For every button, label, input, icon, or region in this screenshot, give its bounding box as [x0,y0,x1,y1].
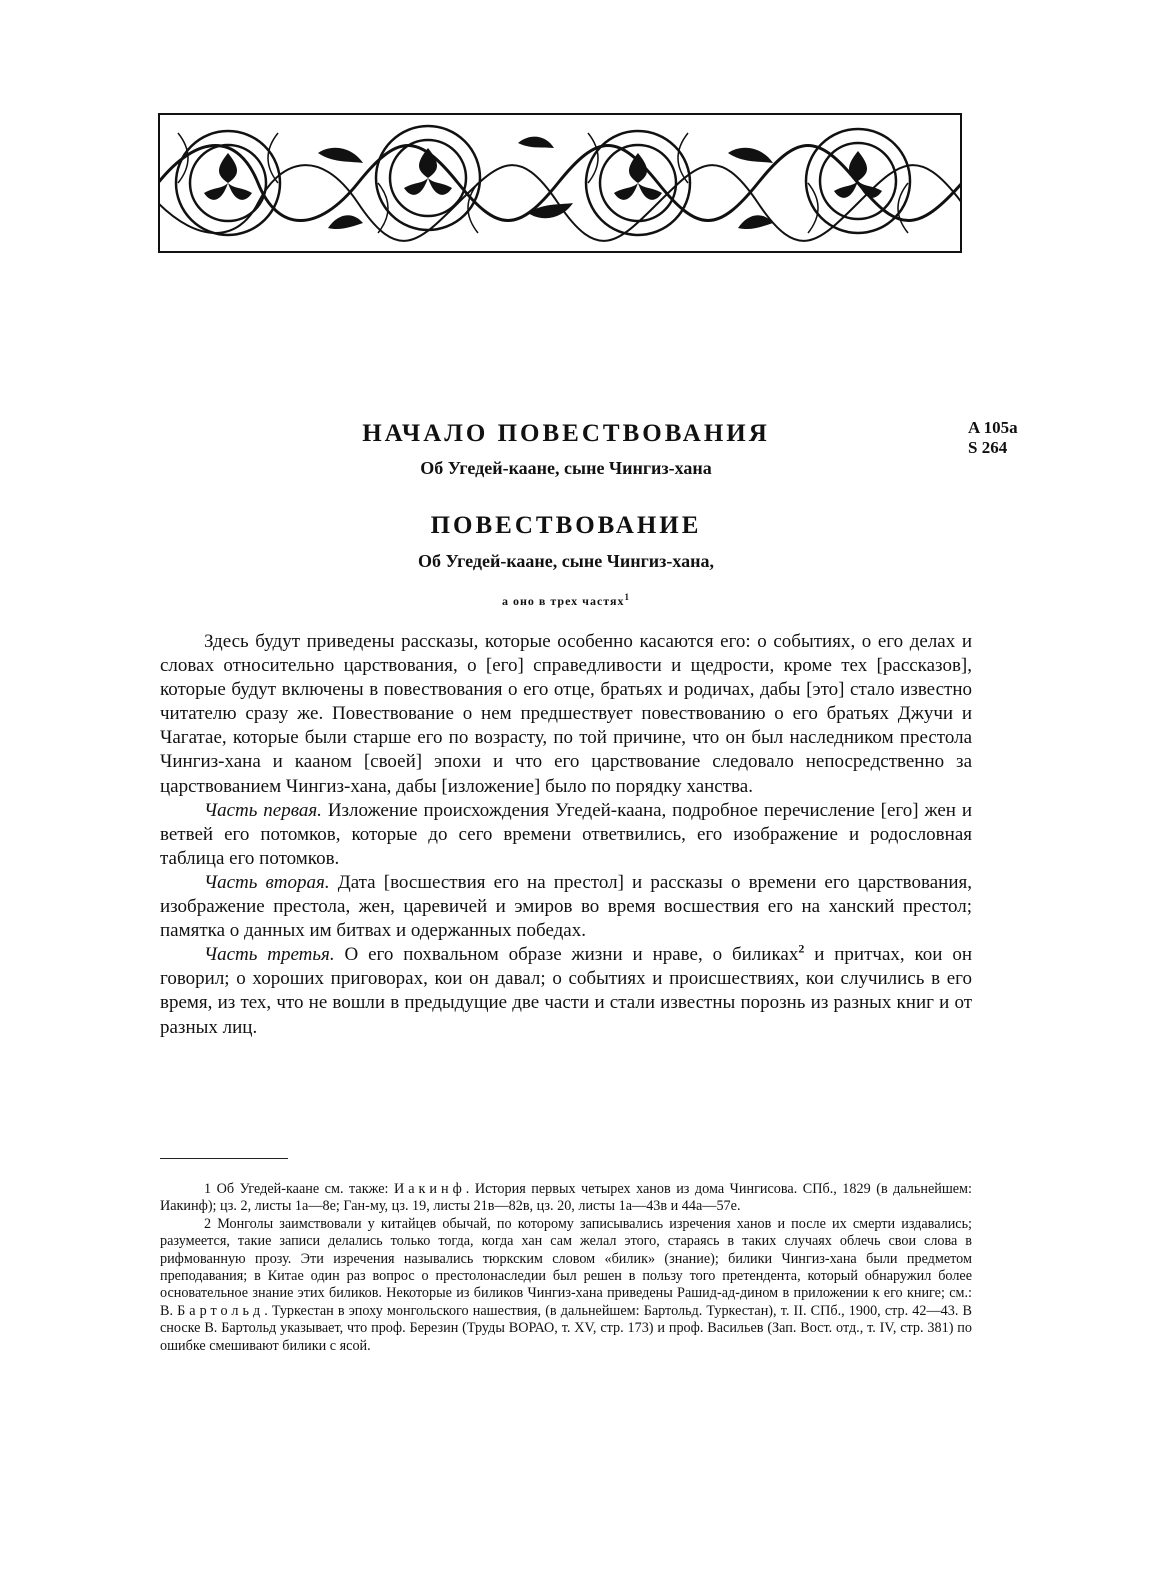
margin-references [968,418,1018,458]
footnote-2-text-a: 2 Монголы заимствовали у китайцев обычай, по которому записывались изречения ханов и после их смерти издавались; разумеется, такие записи делались только тогда, когда хан сам желал этого, стараясь в таких случаях облечь свои слова в рифмованную прозу. Эти изречения назывались тюркским словом «билик» (знание); билики Чингиз-хана были предметом преподавания; в Китае один раз вопрос о престолонаследии был решен в пользу того претендента, который обнаружил более основательное знание этих биликов. Некоторые из биликов Чингиз-хана приведены Рашид-ад-дином в приложении к его книге; см.: В. [160,1215,972,1319]
part-one-label: Часть первая. [204,799,322,821]
footnote-1-text-a: 1 Об Угедей-каане см. также: [204,1181,394,1197]
part-three-text-b: и притчах, кои он говорил; о хороших приговорах, кои он давал; о событиях и происшествиях, кои случились в его время, из тех, что не вошли в предыдущие две части и стали известны порознь из разных книг и от разных лиц. [160,944,972,1038]
margin-ref-a: A 105a [968,418,1018,437]
footnote-1-author: Иакинф [393,1181,466,1197]
main-text [160,630,972,1040]
footnote-2-author: Бартольд [177,1302,265,1319]
footnotes [160,1181,972,1355]
footnote-ref-1: 1 [624,592,631,602]
parts-note [160,592,972,609]
part-two-label: Часть вторая. [204,871,330,893]
section-subtitle: Об Угедей-каане, сыне Чингиз-хана, [417,551,715,571]
footnote-2-text-b: . Туркестан в эпоху монгольского нашествия, (в дальнейшем: Бартольд. Туркестан), т. II. СПб., 1900, стр. 42—43. В сноске В. Бартольд указывает, что проф. Березин (Труды ВОРАО, т. XV, стр. 173) и проф. Васильев (Зап. Вост. отд., т. IV, стр. 381) по ошибке смешивают билики с ясой. [160,1302,972,1354]
part-three-paragraph [160,943,972,1039]
part-two-text: Дата [восшествия его на престол] и рассказы о времени его царствования, изображение престола, жен, царевичей и эмиров во время восшествия его на ханский престол; памятка о данных им битвах и одержанных победах. [160,871,972,942]
footnote-1 [160,1181,972,1216]
margin-ref-s: S 264 [968,438,1008,457]
part-one-text: Изложение происхождения Угедей-каана, подробное перечисление [его] жен и ветвей его потомков, которые до сего времени ответвились, его изображение и родословная таблица его потомков. [160,799,972,869]
section-title: ПОВЕСТВОВАНИЕ [430,512,702,539]
chapter-subtitle: Об Угедей-каане, сыне Чингиз-хана [420,458,712,478]
intro-paragraph: Здесь будут приведены рассказы, которые особенно касаются его: о событиях, о его делах и словах относительно царствования, о [его] справедливости и щедрости, кроме тех [рассказов], которые будут включены в повествования о его отце, братьях и родичах, дабы [это] стало известно читателю сразу же. Повествование о нем предшествует повествованию о его братьях Джучи и Чагатае, которые были старше его по возрасту, по той причине, что он был наследником престола Чингиз-хана и кааном [своей] эпохи и что его царствование следовало непосредственно за царствованием Чингиз-хана, дабы [изложение] было по порядку ханства. [160,631,972,797]
part-two-paragraph [160,871,972,943]
part-one-paragraph [160,799,972,871]
floral-ornament-icon [158,113,962,253]
footnote-1-text-b: . История первых четырех ханов из дома Чингисова. СПб., 1829 (в дальнейшем: Иакинф); цз. 2, листы 1а—8е; Ган-му, цз. 19, листы 21в—82в, цз. 20, листы 1а—43в и 44а—57е. [160,1181,972,1215]
footnote-divider [160,1158,288,1159]
footnote-2 [160,1216,972,1355]
parts-note-text: а оно в трех частях [501,594,625,608]
part-three-text-a: О его похвальном образе жизни и нраве, о биликах [334,944,799,966]
footnote-ref-2: 2 [798,941,805,956]
chapter-title: НАЧАЛО ПОВЕСТВОВАНИЯ [362,420,770,447]
part-three-label: Часть третья. [204,944,335,966]
